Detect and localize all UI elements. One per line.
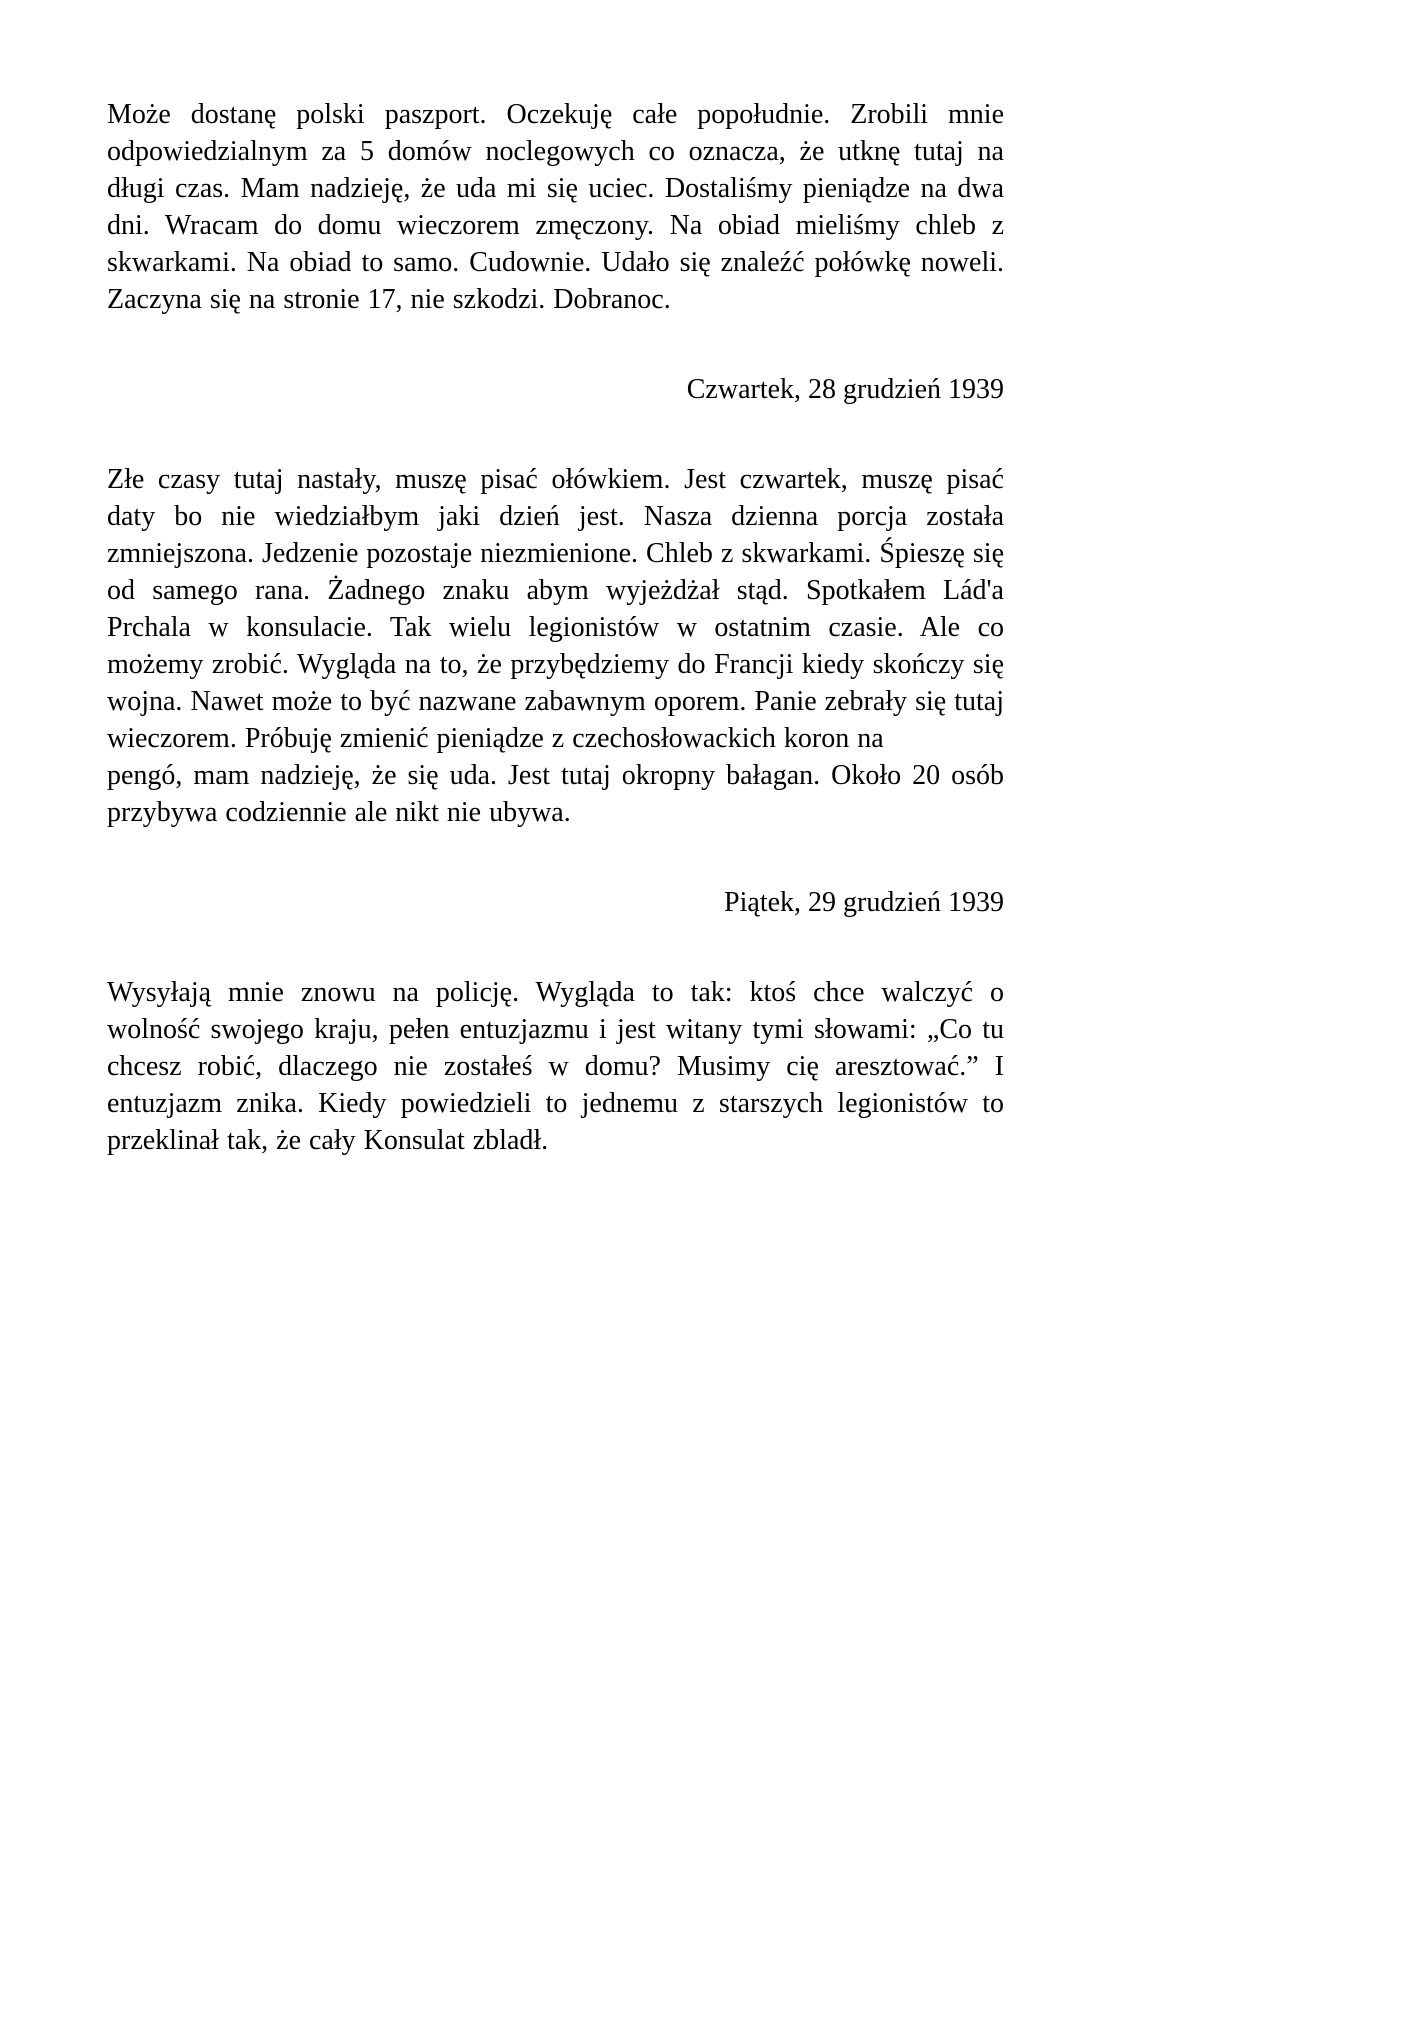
diary-paragraph-3: Wysyłają mnie znowu na policję. Wygląda to tak: ktoś chce walczyć o wolność swojego kraju, pełen entuzjazmu i jest witany tymi słowami: „Co tu chcesz robić, dlaczego nie zostałeś w domu? Musimy cię aresztować.” I entuzjazm znika. Kiedy powiedzieli to jednemu z starszych legionistów to przeklinał tak, że cały Konsulat zbladł. xyxy=(107,977,1004,1156)
diary-paragraph-2-continuation: pengó, mam nadzieję, że się uda. Jest tutaj okropny bałagan. Około 20 osób przybywa codziennie ale nikt nie ubywa. xyxy=(107,760,1004,828)
diary-date-heading-1: Czwartek, 28 grudzień 1939 xyxy=(686,374,1004,405)
diary-paragraph-1: Może dostanę polski paszport. Oczekuję całe popołudnie. Zrobili mnie odpowiedzialnym za 5 domów noclegowych co oznacza, że utknę tutaj na długi czas. Mam nadzieję, że uda mi się uciec. Dostaliśmy pieniądze na dwa dni. Wracam do domu wieczorem zmęczony. Na obiad mieliśmy chleb z skwarkami. Na obiad to samo. Cudownie. Udało się znaleźć połówkę noweli. Zaczyna się na stronie 17, nie szkodzi. Dobranoc. xyxy=(107,99,1004,315)
diary-paragraph-2: Złe czasy tutaj nastały, muszę pisać ołówkiem. Jest czwartek, muszę pisać daty bo nie wiedziałbym jaki dzień jest. Nasza dzienna porcja została zmniejszona. Jedzenie pozostaje niezmienione. Chleb z skwarkami. Śpieszę się od samego rana. Żadnego znaku abym wyjeżdżał stąd. Spotkałem Lád'a Prchala w konsulacie. Tak wielu legionistów w ostatnim czasie. Ale co możemy zrobić. Wygląda na to, że przybędziemy do Francji kiedy skończy się wojna. Nawet może to być nazwane zabawnym oporem. Panie zebrały się tutaj wieczorem. Próbuję zmienić pieniądze z czechosłowackich koron na xyxy=(107,464,1004,754)
diary-date-heading-2: Piątek, 29 grudzień 1939 xyxy=(724,887,1004,918)
